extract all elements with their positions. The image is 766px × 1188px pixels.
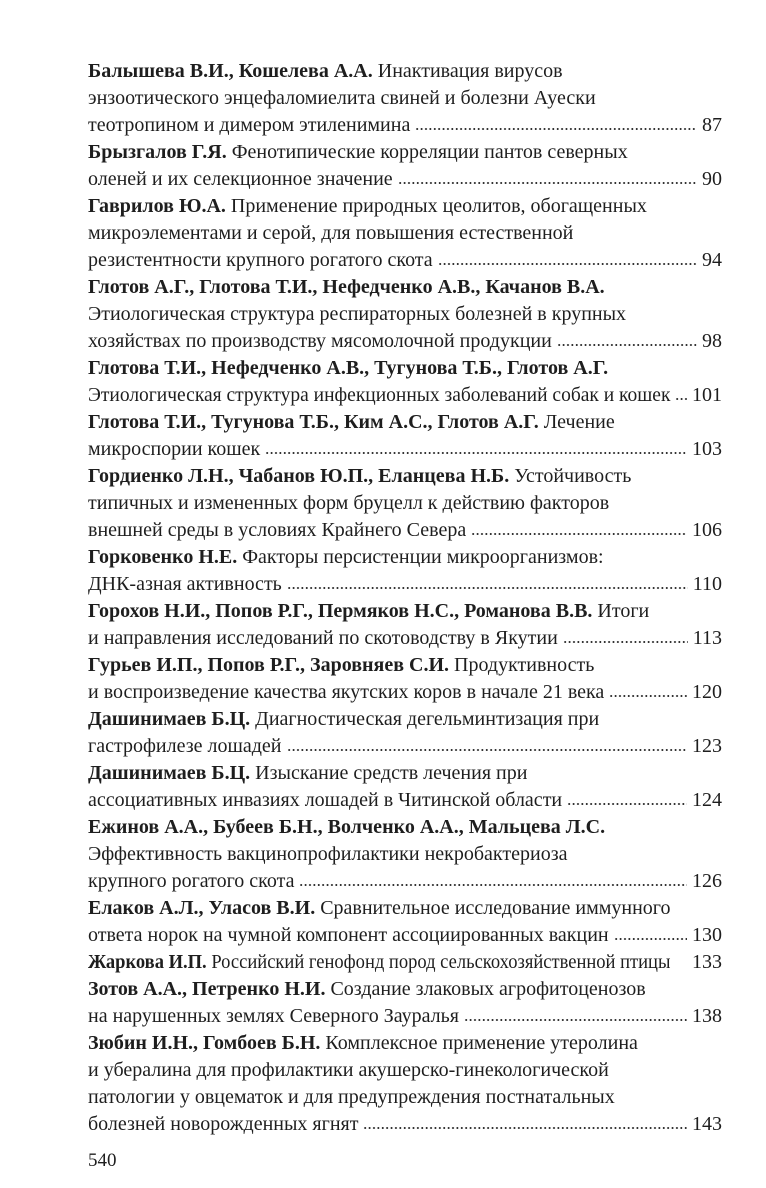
- dot-leader: [675, 397, 687, 401]
- toc-line: [88, 247, 722, 274]
- entry-text: [88, 787, 562, 814]
- toc-entry[interactable]: [88, 1030, 722, 1138]
- toc-entry[interactable]: [88, 814, 722, 895]
- entry-text: [88, 1084, 615, 1111]
- entry-page-number[interactable]: 138: [692, 1005, 722, 1027]
- toc-entry[interactable]: [88, 895, 722, 949]
- entry-title-line: на нарушенных землях Северного Зауралья: [88, 1005, 459, 1027]
- toc-entry[interactable]: [88, 544, 722, 598]
- entry-page-number[interactable]: 143: [692, 1113, 722, 1135]
- entry-authors: Зюбин И.Н., Гомбоев Б.Н.: [88, 1032, 321, 1054]
- entry-title-line: Инактивация вирусов: [377, 60, 563, 82]
- entry-text: [88, 571, 282, 598]
- entry-authors: Ежинов А.А., Бубеев Б.Н., Волченко А.А., Мальцева Л.С.: [88, 816, 606, 838]
- entry-text: [88, 355, 608, 382]
- dot-leader: [563, 640, 688, 644]
- entry-title-line: Итоги: [597, 600, 650, 622]
- entry-text: [88, 949, 671, 976]
- entry-page-number[interactable]: 130: [692, 924, 722, 946]
- entry-text: [88, 166, 393, 193]
- toc-line: [88, 1111, 722, 1138]
- entry-title-line: Диагностическая дегельминтизация при: [255, 708, 600, 730]
- toc-line: [88, 58, 722, 85]
- entry-text: [88, 409, 615, 436]
- entry-page-number[interactable]: 87: [702, 114, 722, 136]
- entry-title-line: и направления исследований по скотоводству в Якутии: [88, 627, 558, 649]
- toc-entry[interactable]: [88, 409, 722, 463]
- entry-text: [88, 1030, 638, 1057]
- entry-page-number[interactable]: 103: [692, 438, 722, 460]
- entry-text: [88, 274, 605, 301]
- toc-line: [88, 787, 722, 814]
- dot-leader: [415, 127, 697, 131]
- entry-title-line: Продуктивность: [454, 654, 595, 676]
- entry-title-line: микроэлементами и серой, для повышения естественной: [88, 222, 574, 244]
- entry-title-line: патологии у овцематок и для предупреждения постнатальных: [88, 1086, 615, 1108]
- entry-text: [88, 112, 410, 139]
- toc-line: [88, 949, 722, 976]
- entry-text: [88, 220, 573, 247]
- toc-entry[interactable]: [88, 598, 722, 652]
- toc-entry[interactable]: [88, 139, 722, 193]
- toc-line: [88, 193, 722, 220]
- dot-leader: [614, 937, 687, 941]
- toc-entry[interactable]: [88, 652, 722, 706]
- entry-title-line: резистентности крупного рогатого скота: [88, 249, 433, 271]
- toc-entry[interactable]: [88, 760, 722, 814]
- entry-text: [88, 814, 605, 841]
- entry-authors: Горковенко Н.Е.: [88, 546, 238, 568]
- entry-title-line: Сравнительное исследование иммунного: [320, 897, 671, 919]
- entry-title-line: оленей и их селекционное значение: [88, 168, 393, 190]
- entry-authors: Горохов Н.И., Попов Р.Г., Пермяков Н.С., Романова В.В.: [88, 600, 593, 622]
- entry-authors: Балышева В.И., Кошелева А.А.: [88, 60, 373, 82]
- entry-page-number[interactable]: 90: [702, 168, 722, 190]
- entry-page-number[interactable]: 124: [692, 789, 722, 811]
- entry-title-line: Устойчивость: [514, 465, 632, 487]
- toc-line: [88, 382, 722, 409]
- toc-line: [88, 517, 722, 544]
- entry-page-number[interactable]: 126: [692, 870, 722, 892]
- entry-title-line: ДНК-азная активность: [88, 573, 282, 595]
- entry-title-line: и убералина для профилактики акушерско-гинекологической: [88, 1059, 609, 1081]
- toc-line: [88, 976, 722, 1003]
- entry-text: [88, 895, 671, 922]
- toc-line: [88, 490, 722, 517]
- toc-line: [88, 652, 722, 679]
- entry-authors: Дашинимаев Б.Ц.: [88, 762, 251, 784]
- toc-line: [88, 301, 722, 328]
- toc-entry[interactable]: [88, 193, 722, 274]
- dot-leader: [464, 1018, 687, 1022]
- entry-title-line: Лечение: [543, 411, 615, 433]
- entry-text: [88, 436, 260, 463]
- entry-text: [88, 490, 609, 517]
- entry-text: [88, 328, 552, 355]
- entry-text: [88, 301, 626, 328]
- toc-line: [88, 220, 722, 247]
- dot-leader: [287, 586, 688, 590]
- entry-text: [88, 706, 599, 733]
- toc-line: [88, 409, 722, 436]
- entry-title-line: внешней среды в условиях Крайнего Севера: [88, 519, 467, 541]
- entry-page-number[interactable]: 133: [692, 951, 722, 973]
- toc-line: [88, 841, 722, 868]
- toc-line: [88, 706, 722, 733]
- toc-line: [88, 544, 722, 571]
- entry-page-number[interactable]: 98: [702, 330, 722, 352]
- dot-leader: [299, 883, 687, 887]
- entry-text: [88, 652, 594, 679]
- entry-text: [88, 679, 604, 706]
- entry-authors: Дашинимаев Б.Ц.: [88, 708, 251, 730]
- table-of-contents: [88, 58, 722, 1138]
- toc-entry[interactable]: [88, 58, 722, 139]
- entry-text: [88, 868, 294, 895]
- entry-text: [88, 517, 466, 544]
- toc-line: [88, 895, 722, 922]
- entry-title-line: Применение природных цеолитов, обогащенных: [230, 195, 647, 217]
- entry-title-line: гастрофилезе лошадей: [88, 735, 282, 757]
- entry-title-line: Комплексное применение утеролина: [325, 1032, 638, 1054]
- toc-line: [88, 625, 722, 652]
- entry-text: [88, 1003, 459, 1030]
- entry-text: [88, 139, 628, 166]
- entry-text: [88, 85, 596, 112]
- entry-text: [88, 193, 647, 220]
- entry-authors: Елаков А.Л., Уласов В.И.: [88, 897, 316, 919]
- toc-line: [88, 166, 722, 193]
- entry-authors: Гаврилов Ю.А.: [88, 195, 226, 217]
- entry-text: [88, 247, 433, 274]
- entry-page-number[interactable]: 113: [692, 627, 722, 649]
- dot-leader: [265, 451, 687, 455]
- toc-line: [88, 1084, 722, 1111]
- entry-page-number[interactable]: 101: [692, 384, 722, 406]
- toc-line: [88, 328, 722, 355]
- entry-text: [88, 58, 563, 85]
- toc-line: [88, 436, 722, 463]
- entry-title-line: Этиологическая структура респираторных болезней в крупных: [88, 303, 627, 325]
- toc-entry[interactable]: [88, 949, 722, 976]
- entry-authors: Гурьев И.П., Попов Р.Г., Заровняев С.И.: [88, 654, 450, 676]
- entry-text: [88, 1111, 358, 1138]
- toc-line: [88, 139, 722, 166]
- entry-title-line: хозяйствах по производству мясомолочной продукции: [88, 330, 552, 352]
- entry-title-line: и воспроизведение качества якутских коров в начале 21 века: [88, 681, 605, 703]
- dot-leader: [363, 1126, 687, 1130]
- toc-line: [88, 868, 722, 895]
- entry-title-line: ответа норок на чумной компонент ассоциированных вакцин: [88, 924, 609, 946]
- toc-line: [88, 571, 722, 598]
- entry-title-line: болезней новорожденных ягнят: [88, 1113, 359, 1135]
- toc-line: [88, 679, 722, 706]
- page-number: 540: [88, 1150, 117, 1171]
- toc-line: [88, 355, 722, 382]
- entry-text: [88, 976, 646, 1003]
- toc-line: [88, 1057, 722, 1084]
- entry-page-number[interactable]: 94: [702, 249, 722, 271]
- toc-line: [88, 1030, 722, 1057]
- toc-line: [88, 1003, 722, 1030]
- entry-authors: Зотов А.А., Петренко Н.И.: [88, 978, 326, 1000]
- entry-text: [88, 733, 282, 760]
- entry-title-line: микроспории кошек: [88, 438, 261, 460]
- entry-title-line: Изыскание средств лечения при: [255, 762, 528, 784]
- toc-entry[interactable]: [88, 274, 722, 355]
- dot-leader: [438, 262, 697, 266]
- entry-page-number[interactable]: 106: [692, 519, 722, 541]
- entry-text: [88, 598, 649, 625]
- entry-title-line: Фенотипические корреляции пантов северных: [231, 141, 628, 163]
- entry-text: [88, 382, 671, 409]
- dot-leader: [609, 694, 687, 698]
- toc-line: [88, 598, 722, 625]
- entry-title-line: Эффективность вакцинопрофилактики некробактериоза: [88, 843, 568, 865]
- toc-line: [88, 463, 722, 490]
- toc-line: [88, 733, 722, 760]
- dot-leader: [398, 181, 697, 185]
- entry-authors: Жаркова И.П.: [88, 951, 207, 973]
- entry-text: [88, 841, 567, 868]
- dot-leader: [567, 802, 687, 806]
- toc-entry[interactable]: [88, 976, 722, 1030]
- entry-title-line: энзоотического энцефаломиелита свиней и болезни Ауески: [88, 87, 596, 109]
- entry-page-number[interactable]: 120: [692, 681, 722, 703]
- entry-authors: Глотова Т.И., Нефедченко А.В., Тугунова Т.Б., Глотов А.Г.: [88, 357, 609, 379]
- entry-authors: Гордиенко Л.Н., Чабанов Ю.П., Еланцева Н.Б.: [88, 465, 510, 487]
- entry-text: [88, 1057, 609, 1084]
- entry-title-line: Этиологическая структура инфекционных заболеваний собак и кошек: [88, 384, 671, 406]
- entry-authors: Брызгалов Г.Я.: [88, 141, 227, 163]
- toc-line: [88, 760, 722, 787]
- dot-leader: [557, 343, 697, 347]
- dot-leader: [471, 532, 687, 536]
- entry-title-line: ассоциативных инвазиях лошадей в Читинской области: [88, 789, 563, 811]
- entry-text: [88, 544, 604, 571]
- entry-authors: Глотова Т.И., Тугунова Т.Б., Ким А.С., Глотов А.Г.: [88, 411, 539, 433]
- toc-line: [88, 112, 722, 139]
- entry-text: [88, 760, 527, 787]
- entry-title-line: Российский генофонд пород сельскохозяйственной птицы: [211, 951, 671, 973]
- entry-authors: Глотов А.Г., Глотова Т.И., Нефедченко А.В., Качанов В.А.: [88, 276, 605, 298]
- dot-leader: [287, 748, 688, 752]
- entry-text: [88, 625, 558, 652]
- entry-text: [88, 463, 631, 490]
- entry-title-line: Создание злаковых агрофитоценозов: [330, 978, 646, 1000]
- toc-line: [88, 274, 722, 301]
- toc-line: [88, 85, 722, 112]
- toc-line: [88, 814, 722, 841]
- toc-entry[interactable]: [88, 355, 722, 409]
- entry-title-line: Факторы персистенции микроорганизмов:: [242, 546, 604, 568]
- entry-page-number[interactable]: 110: [692, 573, 722, 595]
- entry-title-line: крупного рогатого скота: [88, 870, 295, 892]
- entry-text: [88, 922, 609, 949]
- toc-line: [88, 922, 722, 949]
- toc-entry[interactable]: [88, 463, 722, 544]
- entry-title-line: теотропином и димером этиленимина: [88, 114, 411, 136]
- entry-title-line: типичных и измененных форм бруцелл к действию факторов: [88, 492, 610, 514]
- entry-page-number[interactable]: 123: [692, 735, 722, 757]
- toc-entry[interactable]: [88, 706, 722, 760]
